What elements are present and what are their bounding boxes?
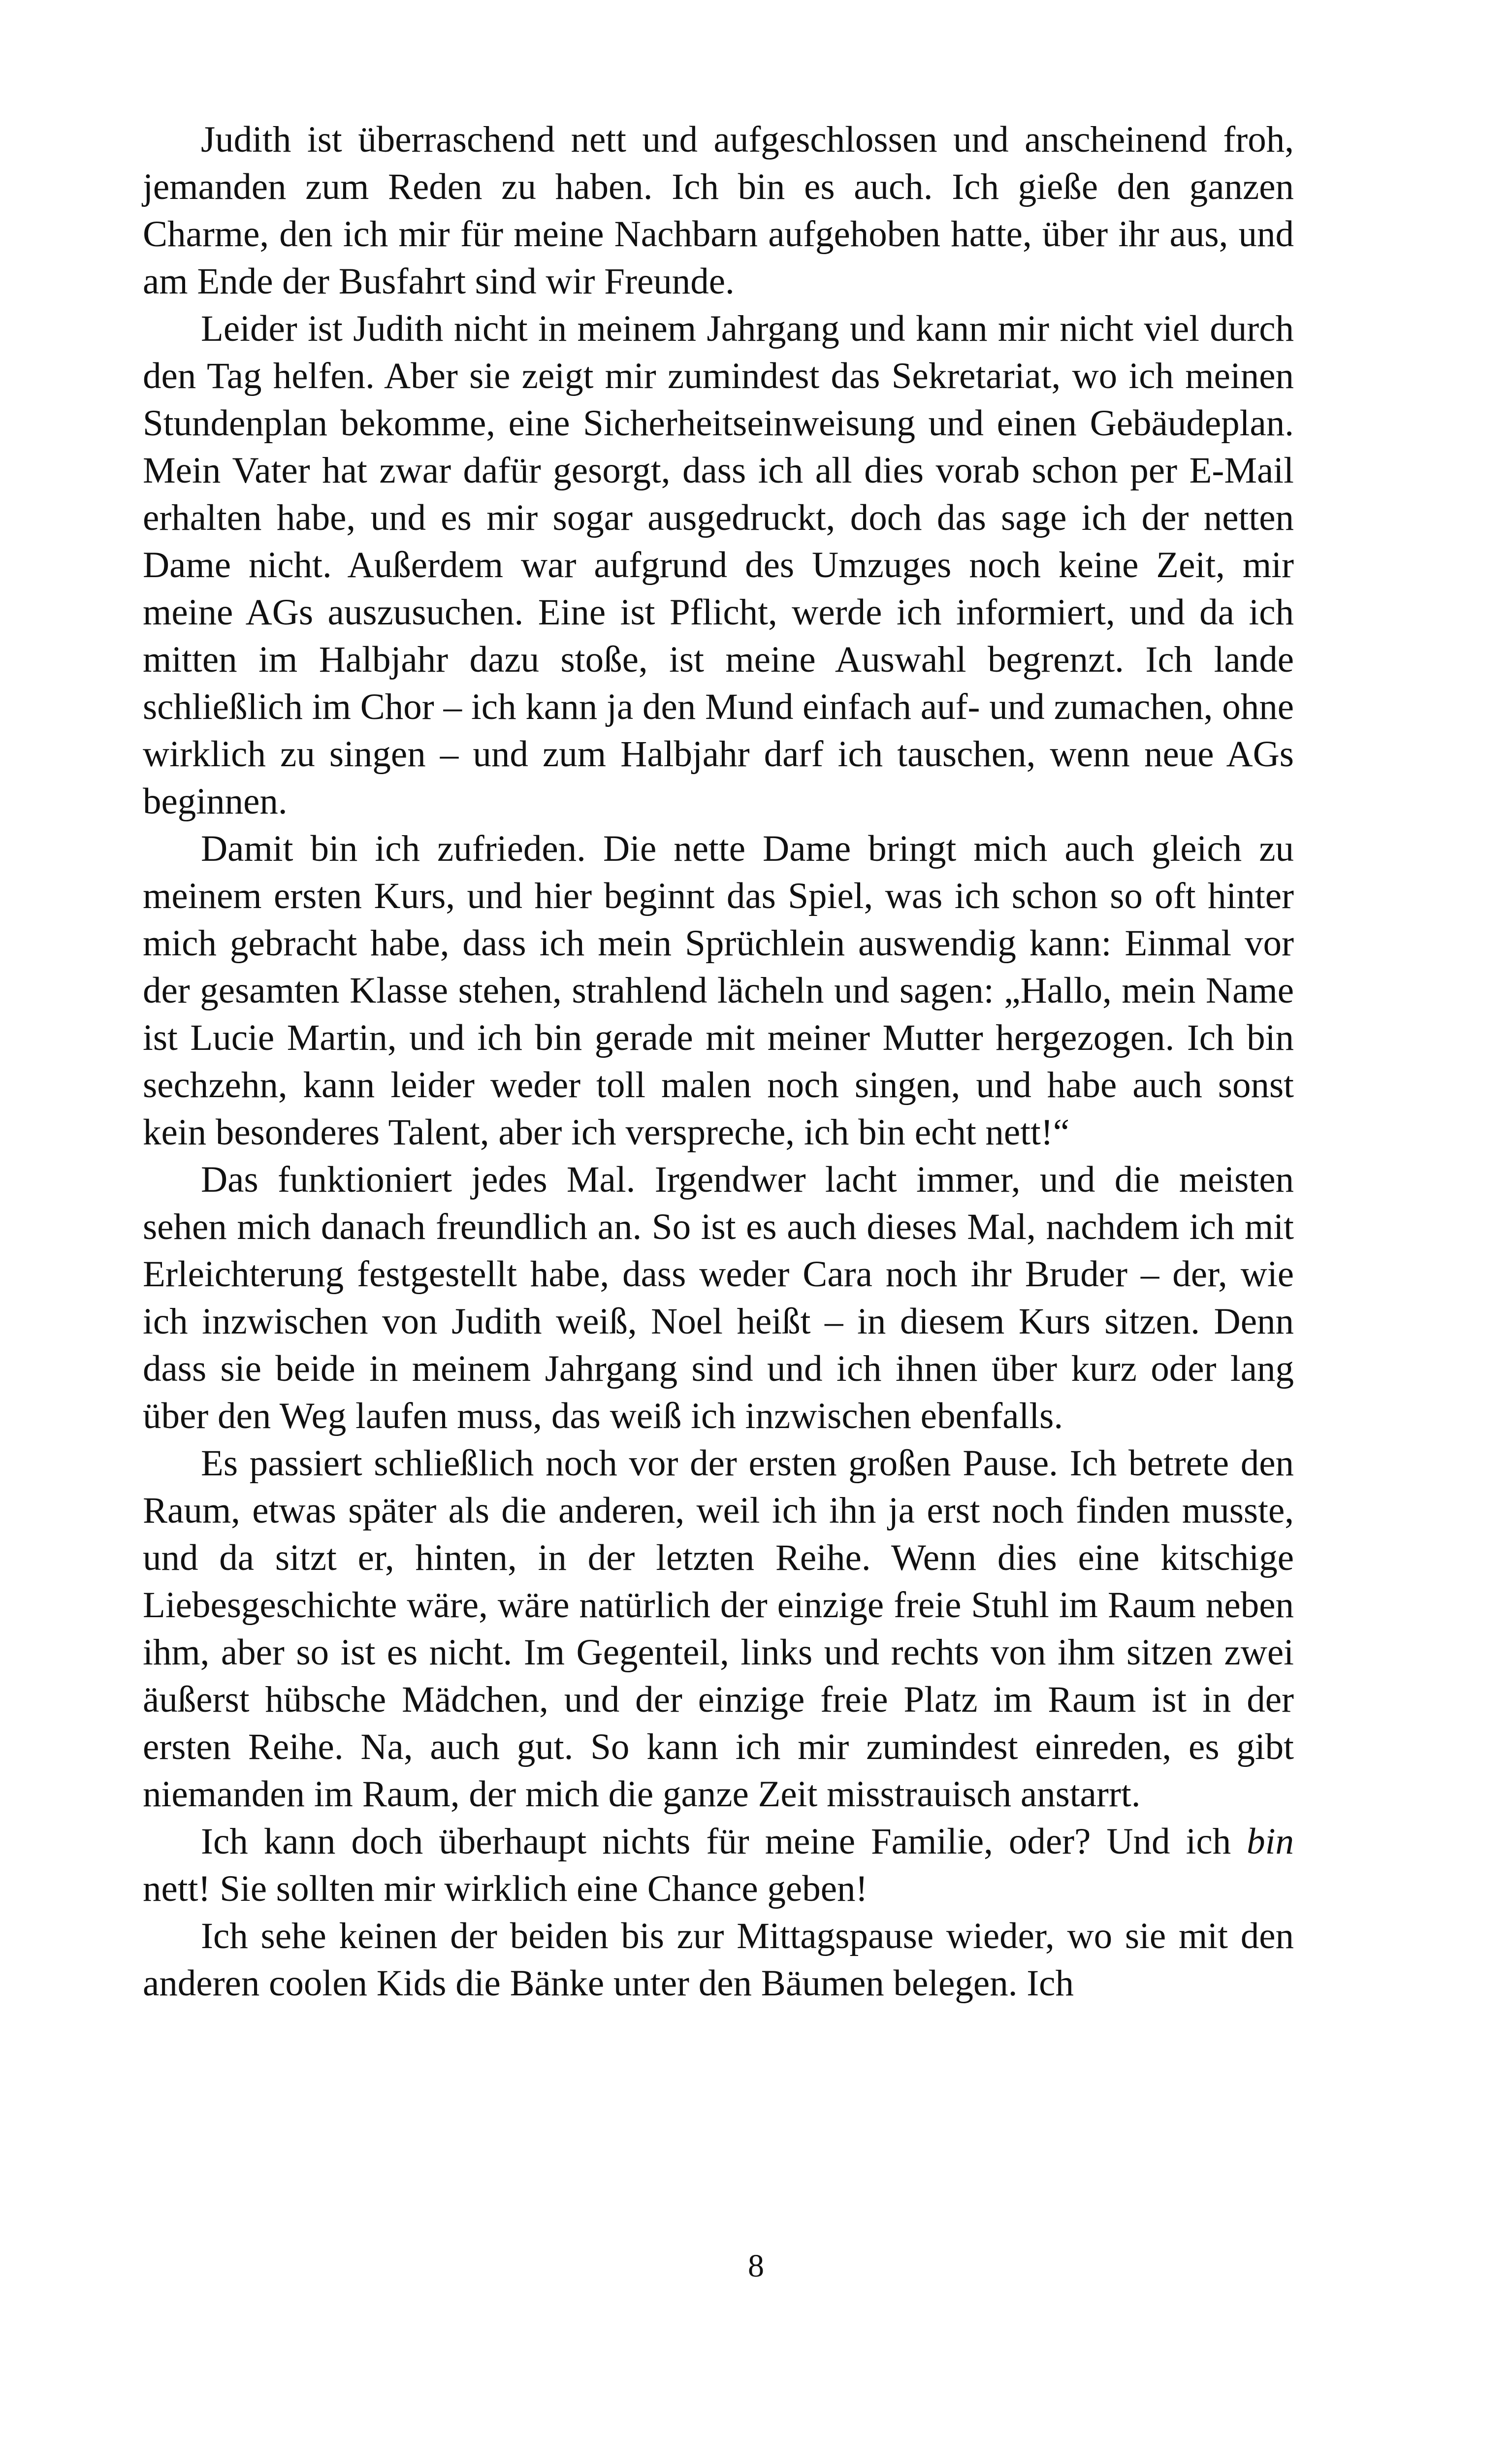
emphasized-word: bin: [1247, 1821, 1294, 1862]
page-number: 8: [748, 2248, 764, 2284]
paragraph-last: Ich sehe keinen der beiden bis zur Mittagspause wieder, wo sie mit den anderen coolen Kids die Bänke unter den Bäumen belegen. Ich: [143, 1916, 1294, 2004]
body-text: [143, 116, 1294, 2007]
paragraph: Leider ist Judith nicht in meinem Jahrgang und kann mir nicht viel durch den Tag helfen. Aber sie zeigt mir zumindest das Sekretariat, wo ich meinen Stundenplan bekomme, eine Sicherheitseinweisung und einen Gebäudeplan. Mein Vater hat zwar dafür gesorgt, dass ich all dies vorab schon per E-Mail erhalten habe, und es mir sogar ausgedruckt, doch das sage ich der netten Dame nicht. Außerdem war aufgrund des Umzuges noch keine Zeit, mir meine AGs auszusuchen. Eine ist Pflicht, werde ich informiert, und da ich mitten im Halbjahr dazu stoße, ist meine Auswahl begrenzt. Ich lande schließlich im Chor – ich kann ja den Mund einfach auf- und zumachen, ohne wirklich zu singen – und zum Halbjahr darf ich tauschen, wenn neue AGs beginnen.: [143, 308, 1294, 822]
paragraph-text: Ich kann doch überhaupt nichts für meine Familie, oder? Und ich: [201, 1821, 1247, 1862]
paragraph: Es passiert schließlich noch vor der ersten großen Pause. Ich betrete den Raum, etwas später als die anderen, weil ich ihn ja erst noch finden musste, und da sitzt er, hinten, in der letzten Reihe. Wenn dies eine kitschige Liebesgeschichte wäre, wäre natürlich der einzige freie Stuhl im Raum neben ihm, aber so ist es nicht. Im Gegenteil, links und rechts von ihm sitzen zwei äußerst hübsche Mädchen, und der einzige freie Platz im Raum ist in der ersten Reihe. Na, auch gut. So kann ich mir zumindest einreden, es gibt niemanden im Raum, der mich die ganze Zeit misstrauisch anstarrt.: [143, 1443, 1294, 1815]
paragraph-with-emphasis: [143, 1818, 1294, 1913]
paragraph: Das funktioniert jedes Mal. Irgendwer lacht immer, und die meisten sehen mich danach freundlich an. So ist es auch dieses Mal, nachdem ich mit Erleichterung festgestellt habe, dass weder Cara noch ihr Bruder – der, wie ich inzwischen von Judith weiß, Noel heißt – in diesem Kurs sitzen. Denn dass sie beide in meinem Jahrgang sind und ich ihnen über kurz oder lang über den Weg laufen muss, das weiß ich inzwischen ebenfalls.: [143, 1159, 1294, 1436]
paragraph: Judith ist überraschend nett und aufgeschlossen und anscheinend froh, jemanden zum Reden zu haben. Ich bin es auch. Ich gieße den ganzen Charme, den ich mir für meine Nachbarn aufgehoben hatte, über ihr aus, und am Ende der Busfahrt sind wir Freunde.: [143, 119, 1294, 302]
paragraph: Damit bin ich zufrieden. Die nette Dame bringt mich auch gleich zu meinem ersten Kurs, und hier beginnt das Spiel, was ich schon so oft hinter mich gebracht habe, dass ich mein Sprüchlein auswendig kann: Einmal vor der gesamten Klasse stehen, strahlend lächeln und sagen: „Hallo, mein Name ist Lucie Martin, und ich bin gerade mit meiner Mutter hergezogen. Ich bin sechzehn, kann leider weder toll malen noch singen, und habe auch sonst kein besonderes Talent, aber ich verspreche, ich bin echt nett!“: [143, 828, 1294, 1153]
paragraph-text: nett! Sie sollten mir wirklich eine Chance geben!: [143, 1868, 868, 1909]
